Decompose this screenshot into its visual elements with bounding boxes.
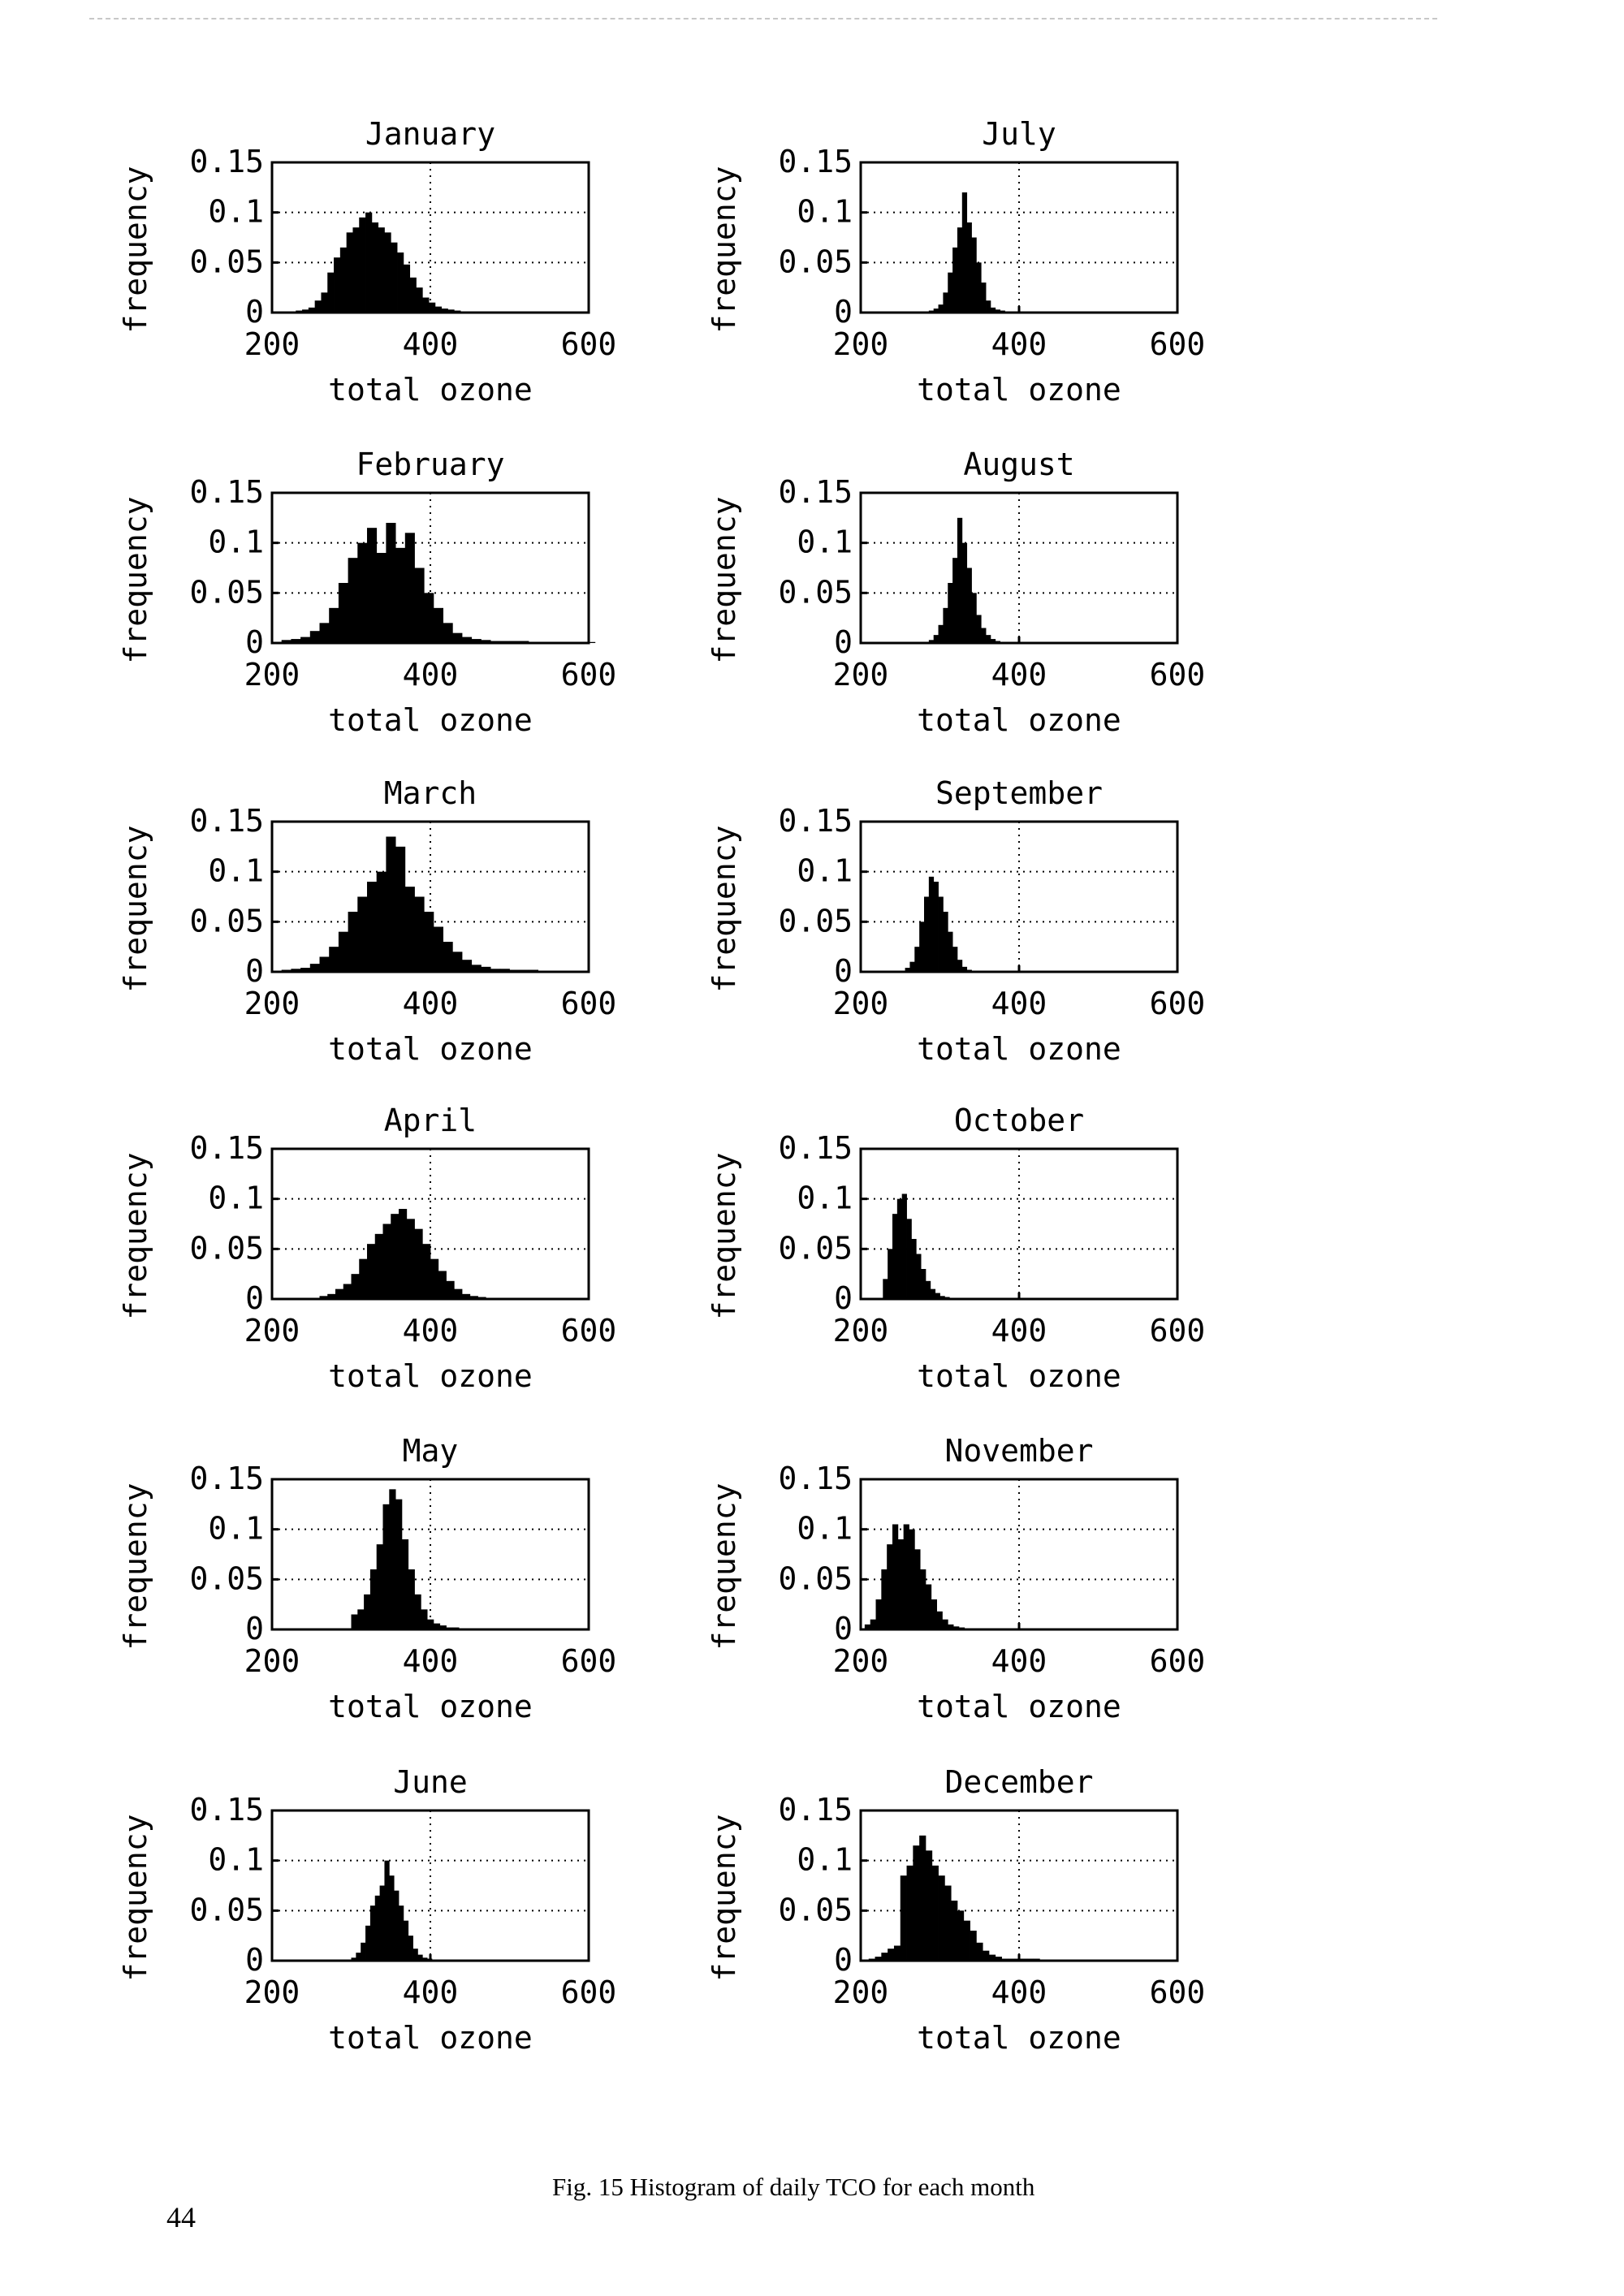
y-axis-label: frequency — [118, 1814, 153, 1982]
y-tick-label: 0.05 — [778, 574, 853, 611]
histogram-bar — [375, 1234, 383, 1299]
histogram-bar — [359, 1259, 367, 1299]
histogram-bar — [452, 952, 462, 972]
x-tick-label: 200 — [244, 326, 300, 362]
histogram-bar — [907, 1866, 914, 1961]
y-tick-label: 0.15 — [778, 1130, 853, 1166]
histogram-bar — [914, 1549, 920, 1629]
histogram-bar — [370, 1905, 375, 1961]
x-tick-label: 200 — [244, 1974, 300, 2010]
x-tick-label: 200 — [832, 326, 889, 362]
y-tick-label: 0.15 — [189, 1792, 264, 1828]
x-tick-label: 400 — [991, 326, 1047, 362]
y-tick-label: 0.05 — [189, 244, 264, 280]
x-tick-label: 600 — [560, 986, 617, 1021]
y-axis-label: frequency — [706, 1814, 742, 1982]
histogram-bar — [939, 625, 944, 643]
histogram-june — [85, 1737, 617, 2225]
y-tick-label: 0.15 — [778, 144, 853, 179]
y-tick-label: 0.1 — [797, 1180, 853, 1216]
histogram-bar — [321, 292, 327, 313]
histogram-bar — [870, 1620, 876, 1629]
x-tick-label: 600 — [1149, 1313, 1206, 1349]
histogram-bar — [911, 1239, 916, 1299]
y-tick-label: 0.15 — [189, 144, 264, 179]
histogram-bar — [370, 1569, 377, 1629]
histogram-bar — [410, 278, 417, 313]
histogram-bar — [391, 1214, 399, 1299]
histogram-bar — [952, 947, 957, 972]
x-axis-label: total ozone — [328, 372, 533, 408]
histogram-bar — [972, 593, 977, 643]
y-axis-label: frequency — [118, 1152, 153, 1320]
histogram-bar — [329, 947, 339, 972]
x-tick-label: 400 — [991, 1974, 1047, 2010]
chart-title: August — [963, 447, 1075, 482]
histogram-bar — [907, 1219, 912, 1299]
histogram-bar — [957, 227, 962, 313]
y-axis-label: frequency — [118, 166, 153, 334]
histogram-bar — [876, 1599, 882, 1629]
histogram-bar — [981, 628, 986, 644]
histogram-bar — [952, 248, 957, 313]
histogram-bar — [901, 1875, 907, 1961]
histogram-bar — [943, 608, 948, 643]
histogram-bar — [902, 1194, 907, 1300]
x-tick-label: 200 — [244, 1643, 300, 1679]
histogram-bar — [348, 558, 358, 643]
x-tick-label: 400 — [991, 986, 1047, 1021]
histogram-bar — [395, 847, 405, 972]
histogram-bar — [939, 1875, 945, 1961]
histogram-bar — [929, 877, 934, 972]
y-tick-label: 0 — [834, 1942, 853, 1978]
histogram-bar — [934, 882, 939, 972]
chart-title: January — [365, 116, 496, 152]
histogram-bar — [380, 1886, 385, 1962]
histogram-bar — [367, 528, 377, 643]
histogram-bar — [404, 1921, 408, 1961]
histogram-bar — [438, 1271, 447, 1299]
histogram-bar — [921, 1269, 926, 1299]
histogram-bar — [372, 222, 378, 313]
y-tick-label: 0.15 — [778, 803, 853, 839]
histogram-bar — [883, 1279, 888, 1299]
histogram-bar — [904, 1525, 909, 1630]
histogram-bar — [962, 192, 967, 313]
y-tick-label: 0 — [245, 1280, 264, 1316]
y-tick-label: 0.05 — [189, 1230, 264, 1267]
histogram-bar — [894, 1946, 901, 1962]
histogram-bar — [897, 1199, 902, 1299]
histogram-bar — [970, 1931, 977, 1961]
x-tick-label: 400 — [402, 657, 459, 693]
y-tick-label: 0 — [834, 294, 853, 330]
plot-frame — [861, 162, 1177, 313]
histogram-bar — [407, 1219, 415, 1299]
histogram-bar — [334, 257, 340, 313]
x-tick-label: 200 — [832, 1974, 889, 2010]
y-tick-label: 0.05 — [189, 574, 264, 611]
x-axis-label: total ozone — [328, 1689, 533, 1724]
histogram-december — [674, 1737, 1206, 2225]
chart-title: May — [402, 1433, 459, 1469]
x-tick-label: 200 — [832, 1643, 889, 1679]
y-tick-label: 0 — [834, 1280, 853, 1316]
histogram-bar — [957, 1910, 964, 1961]
y-axis-label: frequency — [706, 166, 742, 334]
histogram-bar — [415, 1595, 421, 1629]
histogram-bar — [405, 533, 415, 643]
histogram-bar — [415, 897, 425, 973]
plot-frame — [272, 162, 589, 313]
histogram-bar — [434, 927, 443, 973]
histogram-bar — [462, 960, 472, 972]
histogram-bar — [377, 872, 387, 972]
x-axis-label: total ozone — [917, 372, 1121, 408]
histogram-bar — [339, 583, 348, 643]
y-axis-label: frequency — [118, 496, 153, 664]
y-tick-label: 0 — [245, 624, 264, 660]
histogram-bar — [367, 882, 377, 972]
histogram-bar — [389, 1489, 395, 1629]
x-tick-label: 600 — [560, 1643, 617, 1679]
x-tick-label: 200 — [244, 986, 300, 1021]
histogram-bar — [909, 962, 914, 972]
y-tick-label: 0.1 — [208, 1841, 264, 1878]
histogram-bar — [898, 1539, 904, 1629]
histogram-bar — [365, 1926, 370, 1961]
histogram-bar — [976, 1943, 983, 1961]
histogram-bar — [424, 912, 434, 972]
x-tick-label: 400 — [991, 1643, 1047, 1679]
histogram-bar — [357, 543, 367, 643]
x-tick-label: 200 — [832, 1313, 889, 1349]
y-tick-label: 0.1 — [208, 524, 264, 560]
y-axis-label: frequency — [706, 496, 742, 664]
x-tick-label: 600 — [560, 1974, 617, 2010]
chart-svg — [674, 1737, 1206, 2225]
histogram-bar — [383, 1504, 390, 1629]
histogram-bar — [924, 897, 929, 973]
x-axis-label: total ozone — [328, 2020, 533, 2056]
histogram-bar — [416, 287, 422, 313]
histogram-bar — [367, 1244, 375, 1299]
y-tick-label: 0.15 — [778, 1461, 853, 1496]
x-tick-label: 600 — [1149, 1974, 1206, 2010]
page-number: 44 — [166, 2201, 196, 2233]
histogram-bar — [951, 1901, 957, 1961]
histogram-bar — [976, 615, 981, 643]
y-tick-label: 0.15 — [189, 1461, 264, 1496]
y-tick-label: 0.1 — [797, 193, 853, 230]
histogram-bar — [404, 265, 410, 313]
histogram-bar — [926, 1281, 931, 1299]
histogram-bar — [967, 568, 972, 644]
histogram-bar — [329, 608, 339, 643]
histogram-bar — [942, 1620, 948, 1629]
histogram-bar — [377, 553, 387, 643]
histogram-bar — [361, 1943, 365, 1961]
y-tick-label: 0 — [834, 953, 853, 989]
histogram-bar — [892, 1214, 897, 1299]
y-tick-label: 0 — [245, 294, 264, 330]
x-tick-label: 400 — [991, 657, 1047, 693]
histogram-bar — [357, 1609, 364, 1629]
histogram-bar — [352, 1274, 360, 1299]
histogram-bar — [422, 1244, 430, 1299]
histogram-bar — [452, 633, 462, 643]
y-tick-label: 0.05 — [189, 903, 264, 939]
histogram-bar — [357, 897, 367, 973]
histogram-bar — [397, 252, 404, 313]
histogram-bar — [909, 1530, 914, 1629]
y-tick-label: 0.05 — [189, 1560, 264, 1597]
histogram-bar — [384, 1861, 389, 1961]
histogram-bar — [957, 518, 962, 643]
histogram-bar — [340, 248, 347, 313]
x-tick-label: 600 — [1149, 326, 1206, 362]
x-tick-label: 600 — [560, 326, 617, 362]
histogram-bar — [981, 283, 986, 313]
x-axis-label: total ozone — [328, 1358, 533, 1394]
histogram-bar — [972, 238, 977, 313]
histogram-bar — [320, 957, 330, 973]
histogram-bar — [919, 1836, 926, 1961]
histogram-bar — [394, 1891, 399, 1961]
y-tick-label: 0.1 — [208, 193, 264, 230]
histogram-bar — [378, 227, 385, 313]
x-tick-label: 600 — [560, 1313, 617, 1349]
y-tick-label: 0.05 — [778, 903, 853, 939]
histogram-bar — [926, 1850, 932, 1961]
histogram-bar — [395, 1500, 402, 1629]
histogram-bar — [384, 232, 391, 313]
histogram-bar — [937, 1612, 943, 1629]
histogram-bar — [430, 1259, 438, 1299]
histogram-bar — [957, 960, 962, 972]
histogram-bar — [952, 558, 957, 643]
x-tick-label: 600 — [1149, 986, 1206, 1021]
y-tick-label: 0.1 — [797, 524, 853, 560]
histogram-bar — [434, 608, 443, 643]
histogram-bar — [399, 1905, 404, 1961]
chart-title: November — [944, 1433, 1094, 1469]
histogram-bar — [327, 273, 334, 313]
histogram-bar — [413, 1949, 418, 1961]
x-tick-label: 400 — [402, 1643, 459, 1679]
histogram-bar — [399, 1209, 407, 1299]
histogram-bar — [939, 897, 944, 973]
histogram-bar — [967, 222, 972, 313]
histogram-bar — [343, 1284, 352, 1300]
histogram-bar — [931, 1599, 937, 1629]
histogram-bar — [335, 1289, 343, 1299]
histogram-bar — [391, 243, 397, 313]
x-tick-label: 600 — [1149, 1643, 1206, 1679]
histogram-bar — [964, 1921, 970, 1961]
x-axis-label: total ozone — [917, 1358, 1121, 1394]
y-tick-label: 0.1 — [797, 1841, 853, 1878]
x-axis-label: total ozone — [917, 1031, 1121, 1067]
chart-title: October — [953, 1103, 1085, 1138]
histogram-bar — [386, 837, 395, 973]
y-tick-label: 0.15 — [189, 803, 264, 839]
y-tick-label: 0.05 — [778, 1560, 853, 1597]
plot-frame — [272, 1479, 589, 1629]
histogram-bar — [913, 1845, 919, 1961]
histogram-bar — [320, 623, 330, 643]
histogram-bar — [914, 947, 919, 972]
chart-title: February — [356, 447, 505, 482]
histogram-bar — [348, 912, 358, 972]
x-tick-label: 600 — [1149, 657, 1206, 693]
histogram-bar — [377, 1544, 383, 1629]
histogram-bar — [986, 300, 991, 313]
histogram-bar — [948, 932, 952, 972]
y-tick-label: 0.15 — [778, 474, 853, 510]
histogram-bar — [976, 262, 981, 313]
histogram-bar — [386, 523, 395, 643]
histogram-bar — [919, 921, 924, 972]
x-tick-label: 200 — [832, 986, 889, 1021]
histogram-bar — [315, 300, 322, 313]
histogram-bar — [443, 623, 453, 643]
histogram-bar — [359, 218, 365, 313]
histogram-bar — [943, 912, 948, 972]
x-axis-label: total ozone — [917, 1689, 1121, 1724]
histogram-bar — [932, 1866, 939, 1961]
histogram-bar — [983, 1951, 989, 1961]
figure-caption: Fig. 15 Histogram of daily TCO for each month — [552, 2173, 1035, 2201]
x-axis-label: total ozone — [917, 2020, 1121, 2056]
histogram-bar — [892, 1525, 898, 1630]
histogram-bar — [395, 548, 405, 643]
histogram-bar — [881, 1569, 887, 1629]
chart-title: April — [383, 1103, 477, 1138]
histogram-bar — [347, 232, 353, 313]
chart-title: December — [944, 1764, 1094, 1800]
x-axis-label: total ozone — [328, 1031, 533, 1067]
histogram-bar — [931, 1289, 935, 1299]
y-tick-label: 0.05 — [189, 1892, 264, 1928]
y-tick-label: 0.15 — [189, 1130, 264, 1166]
x-tick-label: 400 — [402, 326, 459, 362]
histogram-bar — [375, 1896, 380, 1961]
y-axis-label: frequency — [706, 1152, 742, 1320]
histogram-bar — [943, 292, 948, 313]
histogram-bar — [454, 1289, 462, 1299]
histogram-bar — [888, 1249, 892, 1299]
chart-svg — [85, 1737, 617, 2225]
histogram-bar — [364, 1595, 370, 1629]
histogram-bar — [948, 583, 952, 643]
histogram-bar — [887, 1544, 892, 1629]
histogram-bar — [944, 1886, 951, 1962]
histogram-bar — [402, 1539, 408, 1629]
histogram-bar — [415, 1229, 423, 1299]
y-tick-label: 0.15 — [778, 1792, 853, 1828]
x-tick-label: 200 — [244, 1313, 300, 1349]
y-tick-label: 0.05 — [778, 1230, 853, 1267]
histogram-bar — [447, 1281, 455, 1299]
y-tick-label: 0.1 — [797, 852, 853, 889]
histogram-bar — [389, 1875, 394, 1961]
x-tick-label: 400 — [402, 986, 459, 1021]
x-tick-label: 400 — [991, 1313, 1047, 1349]
histogram-bar — [383, 1224, 391, 1300]
y-tick-label: 0.1 — [208, 1510, 264, 1547]
scan-edge-top — [89, 18, 1437, 19]
plot-frame — [272, 1810, 589, 1961]
y-tick-label: 0 — [834, 1611, 853, 1646]
histogram-bar — [920, 1569, 926, 1629]
histogram-bar — [339, 932, 348, 972]
y-tick-label: 0.15 — [189, 474, 264, 510]
histogram-bar — [352, 1615, 358, 1630]
y-tick-label: 0.1 — [797, 1510, 853, 1547]
x-tick-label: 600 — [560, 657, 617, 693]
chart-title: June — [393, 1764, 468, 1800]
histogram-bar — [421, 1609, 427, 1629]
x-axis-label: total ozone — [328, 702, 533, 738]
y-tick-label: 0 — [834, 624, 853, 660]
chart-title: July — [982, 116, 1056, 152]
x-tick-label: 400 — [402, 1974, 459, 2010]
histogram-bar — [948, 273, 952, 313]
x-tick-label: 200 — [244, 657, 300, 693]
y-tick-label: 0.05 — [778, 1892, 853, 1928]
y-axis-label: frequency — [118, 1482, 153, 1651]
histogram-bar — [962, 543, 967, 643]
histogram-bar — [310, 631, 320, 643]
histogram-bar — [422, 298, 429, 313]
histogram-bar — [352, 227, 359, 313]
y-tick-label: 0.1 — [208, 852, 264, 889]
histogram-bar — [405, 887, 415, 972]
histogram-bar — [443, 942, 453, 972]
y-axis-label: frequency — [706, 825, 742, 993]
x-tick-label: 200 — [832, 657, 889, 693]
plot-frame — [861, 493, 1177, 643]
y-tick-label: 0 — [245, 1942, 264, 1978]
chart-title: September — [935, 775, 1103, 811]
x-axis-label: total ozone — [917, 702, 1121, 738]
histogram-bar — [424, 593, 434, 643]
y-tick-label: 0.1 — [208, 1180, 264, 1216]
plot-frame — [861, 822, 1177, 972]
histogram-bar — [408, 1569, 415, 1629]
y-tick-label: 0 — [245, 953, 264, 989]
histogram-bar — [916, 1254, 921, 1300]
y-axis-label: frequency — [118, 825, 153, 993]
y-tick-label: 0 — [245, 1611, 264, 1646]
y-axis-label: frequency — [706, 1482, 742, 1651]
histogram-bar — [408, 1936, 413, 1961]
x-tick-label: 400 — [402, 1313, 459, 1349]
histogram-bar — [926, 1585, 931, 1630]
histogram-bar — [415, 568, 425, 644]
y-tick-label: 0.05 — [778, 244, 853, 280]
chart-title: March — [383, 775, 477, 811]
histogram-bar — [365, 213, 372, 313]
histogram-bar — [888, 1949, 894, 1961]
